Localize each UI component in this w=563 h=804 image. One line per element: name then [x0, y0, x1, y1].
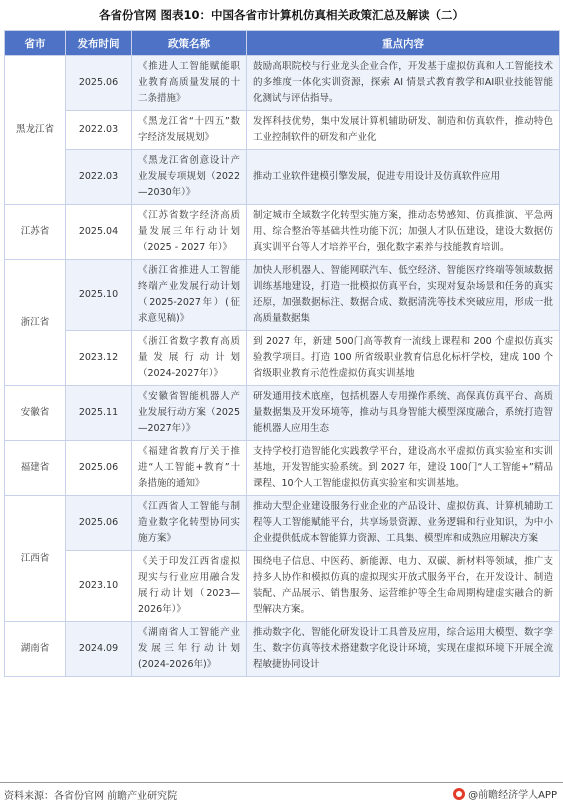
- content-cell: 研发通用技术底座，包括机器人专用操作系统、高保真仿真平台、高质量数据集及开发环境等，推动与具身智能大模型深度融合，系统打造智能机器人应用生态: [247, 386, 560, 441]
- content-cell: 推动工业软件建模引擎发展，促进专用设计及仿真软件应用: [247, 150, 560, 205]
- column-header-province: 省市: [5, 31, 66, 56]
- time-cell: 2022.03: [66, 111, 132, 150]
- table-row: [5, 150, 560, 205]
- province-cell: 黑龙江省: [5, 56, 66, 205]
- column-header-key-content: 重点内容: [247, 31, 560, 56]
- province-cell: 福建省: [5, 441, 66, 496]
- policy-name-cell: 《浙江省推进人工智能终端产业发展行动计划（2025-2027年）(征求意见稿)》: [132, 260, 247, 331]
- time-cell: 2023.12: [66, 331, 132, 386]
- table-row: [5, 551, 560, 622]
- time-cell: 2022.03: [66, 150, 132, 205]
- time-cell: 2023.10: [66, 551, 132, 622]
- content-cell: 支持学校打造智能化实践教学平台，建设高水平虚拟仿真实验室和实训基地，开发智能实验系统。到 2027 年，建设 100门“人工智能+”精品课程、10个人工智能虚拟仿真实验室和实训基地。: [247, 441, 560, 496]
- table-row: [5, 56, 560, 111]
- column-header-time: 发布时间: [66, 31, 132, 56]
- page-title: 各省份官网 图表10：中国各省市计算机仿真相关政策汇总及解读（二）: [98, 8, 464, 22]
- time-cell: 2025.10: [66, 260, 132, 331]
- content-cell: 围绕电子信息、中医药、新能源、电力、双碳、新材料等领域，推广支持多人协作和模拟仿真的虚拟现实开放式服务平台，在开发设计、制造装配、产品展示、销售服务、运营维护等全生命周期构建虚实融合的新型解决方案。: [247, 551, 560, 622]
- time-cell: 2024.09: [66, 622, 132, 677]
- column-header-policy-name: 政策名称: [132, 31, 247, 56]
- province-cell: 江苏省: [5, 205, 66, 260]
- policy-name-cell: 《江苏省数字经济高质量发展三年行动计划（2025 - 2027 年）》: [132, 205, 247, 260]
- policy-name-cell: 《黑龙江省“十四五”数字经济发展规划》: [132, 111, 247, 150]
- province-cell: 江西省: [5, 496, 66, 622]
- policy-name-cell: 《安徽省智能机器人产业发展行动方案（2025—2027年）》: [132, 386, 247, 441]
- table-row: [5, 496, 560, 551]
- content-cell: 推动数字化、智能化研发设计工具普及应用，综合运用大模型、数字孪生、数字仿真等技术搭建数字化设计环境，实现在虚拟环境下开展全流程敏捷协同设计: [247, 622, 560, 677]
- table-row: [5, 205, 560, 260]
- province-cell: 安徽省: [5, 386, 66, 441]
- policy-name-cell: 《福建省教育厅关于推进“人工智能+教育”十条措施的通知》: [132, 441, 247, 496]
- policy-name-cell: 《湖南省人工智能产业发展三年行动计划(2024-2026年)》: [132, 622, 247, 677]
- policy-table: [4, 30, 560, 677]
- policy-name-cell: 《关于印发江西省虚拟现实与行业应用融合发展行动计划（2023—2026年）》: [132, 551, 247, 622]
- time-cell: 2025.06: [66, 56, 132, 111]
- content-cell: 加快人形机器人、智能网联汽车、低空经济、智能医疗终端等领域数据训练基地建设，打造一批模拟仿真平台，实现对复杂场景和任务的真实还原，加强数据标注、数据合成、数据清洗等技术突破应用，形成一批高质量数据集: [247, 260, 560, 331]
- time-cell: 2025.06: [66, 496, 132, 551]
- table-header-row: [5, 31, 560, 56]
- policy-name-cell: 《江西省人工智能与制造业数字化转型协同实施方案》: [132, 496, 247, 551]
- time-cell: 2025.06: [66, 441, 132, 496]
- table-row: [5, 441, 560, 496]
- policy-name-cell: 《浙江省数字教育高质量发展行动计划（2024-2027年）》: [132, 331, 247, 386]
- content-cell: 推动大型企业建设服务行业企业的产品设计、虚拟仿真、计算机辅助工程等人工智能赋能平台，共享场景资源、业务逻辑和行业知识，为中小企业提供低成本智能算力资源、工具集、模型库和成熟应用解决方案: [247, 496, 560, 551]
- brand-mark: [453, 786, 557, 801]
- table-row: [5, 260, 560, 331]
- content-cell: 到 2027 年，新建 500门高等教育一流线上课程和 200 个虚拟仿真实验教学项目。打造 100 所省级职业教育信息化标杆学校，建成 100 个省级职业教育示范性虚拟仿真实训基地: [247, 331, 560, 386]
- content-cell: 发挥科技优势，集中发展计算机辅助研发、制造和仿真软件，推动特色工业控制软件的研发和产业化: [247, 111, 560, 150]
- table-row: [5, 111, 560, 150]
- table-row: [5, 386, 560, 441]
- brand-label: @前瞻经济学人APP: [468, 790, 557, 801]
- time-cell: 2025.04: [66, 205, 132, 260]
- table-row: [5, 331, 560, 386]
- source-note: 资料来源：各省份官网 前瞻产业研究院: [4, 791, 178, 802]
- policy-name-cell: 《黑龙江省创意设计产业发展专项规划（2022—2030年）》: [132, 150, 247, 205]
- province-cell: 湖南省: [5, 622, 66, 677]
- brand-logo-icon: [453, 788, 465, 800]
- table-row: [5, 622, 560, 677]
- province-cell: 浙江省: [5, 260, 66, 386]
- content-cell: 鼓励高职院校与行业龙头企业合作，开发基于虚拟仿真和人工智能技术的多维度一体化实训资源，探索 AI 情景式教育教学和AI职业技能智能化测试与评估指导。: [247, 56, 560, 111]
- footer: [0, 782, 563, 804]
- time-cell: 2025.11: [66, 386, 132, 441]
- content-cell: 制定城市全域数字化转型实施方案，推动态势感知、仿真推演、平急两用、综合整治等基础共性功能下沉；加强人才队伍建设，建设大数据仿真实训平台等人才培养平台，强化数字素养与技能教育培训。: [247, 205, 560, 260]
- policy-name-cell: 《推进人工智能赋能职业教育高质量发展的十二条措施》: [132, 56, 247, 111]
